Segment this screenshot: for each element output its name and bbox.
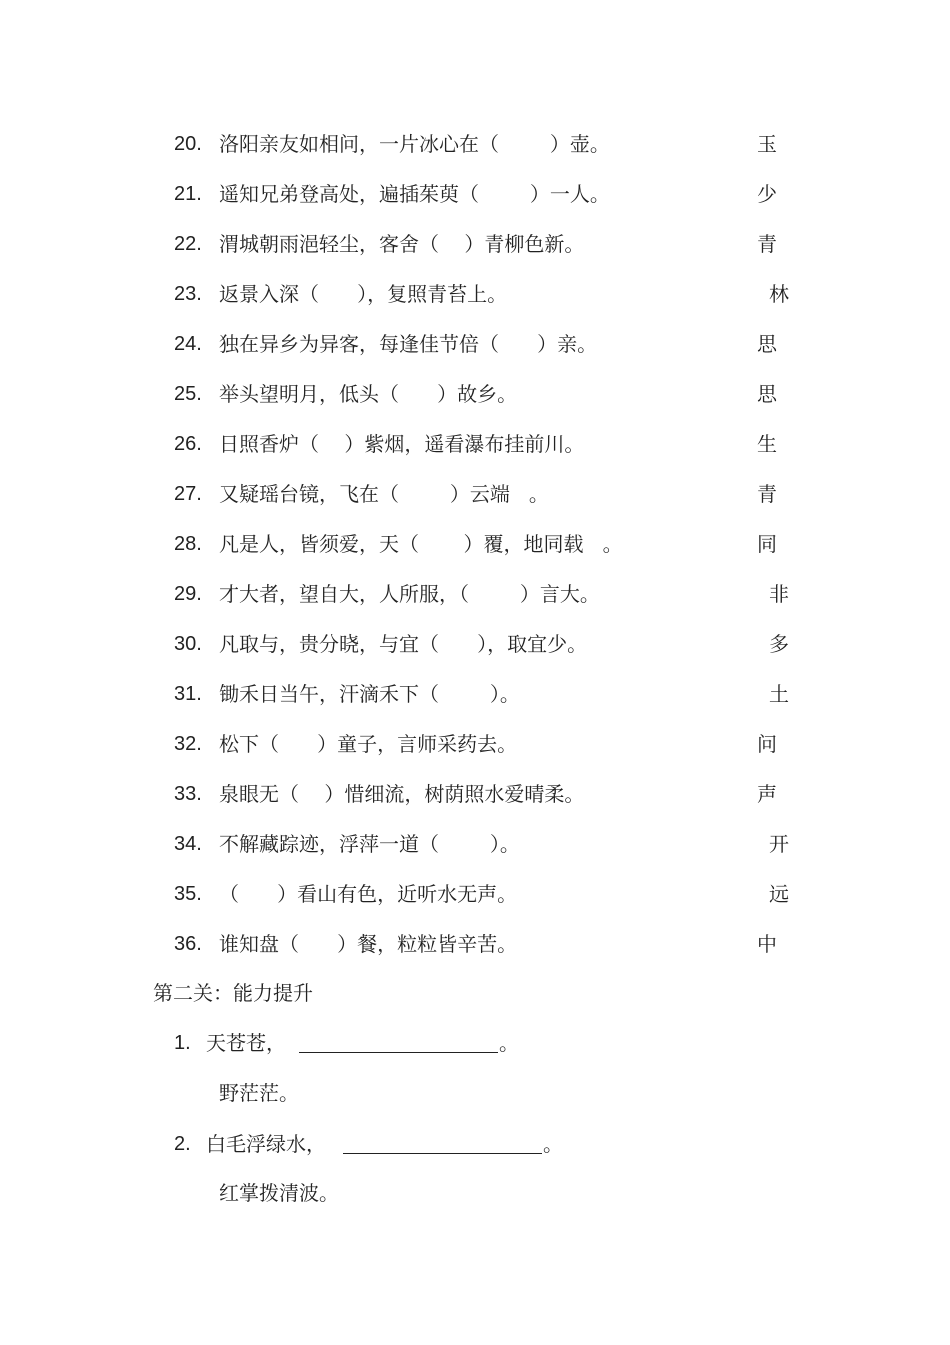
section-title: 第二关：能力提升 bbox=[153, 981, 313, 1005]
answer-char: 开 bbox=[769, 832, 789, 856]
question-row bbox=[0, 776, 950, 812]
exercise-number: 1. bbox=[174, 1032, 191, 1054]
exercise-period: 。 bbox=[543, 1132, 563, 1156]
question-number: 28. bbox=[174, 533, 202, 555]
exercise-period: 。 bbox=[499, 1031, 519, 1055]
question-text: 松下（ ）童子，言师采药去。 bbox=[219, 732, 518, 756]
question-text: 泉眼无（ ）惜细流，树荫照水爱晴柔。 bbox=[219, 782, 585, 806]
answer-blank[interactable] bbox=[299, 1052, 498, 1053]
question-text: 又疑瑶台镜，飞在（ ）云端 。 bbox=[219, 482, 549, 506]
question-text: 锄禾日当午，汗滴禾下（ ）。 bbox=[219, 682, 520, 706]
question-text: 才大者，望自大，人所服，（ ）言大。 bbox=[219, 582, 600, 606]
question-row bbox=[0, 376, 950, 412]
question-row bbox=[0, 926, 950, 962]
question-number: 32. bbox=[174, 733, 202, 755]
exercise-first-line: 白毛浮绿水， bbox=[206, 1132, 326, 1156]
answer-char: 非 bbox=[769, 582, 789, 606]
question-text: 不解藏踪迹，浮萍一道（ ）。 bbox=[219, 832, 520, 856]
question-row bbox=[0, 476, 950, 512]
question-number: 20. bbox=[174, 133, 202, 155]
exercise-second-line: 红掌拨清波。 bbox=[219, 1181, 339, 1205]
question-number: 30. bbox=[174, 633, 202, 655]
question-number: 25. bbox=[174, 383, 202, 405]
question-text: 日照香炉（ ）紫烟，遥看瀑布挂前川。 bbox=[219, 432, 585, 456]
question-row bbox=[0, 726, 950, 762]
question-text: 凡取与，贵分晓，与宜（ ），取宜少。 bbox=[219, 632, 588, 656]
exercise-second-line: 野茫茫。 bbox=[219, 1081, 299, 1105]
question-number: 26. bbox=[174, 433, 202, 455]
exercise-number: 2. bbox=[174, 1133, 191, 1155]
question-number: 22. bbox=[174, 233, 202, 255]
question-number: 24. bbox=[174, 333, 202, 355]
question-row bbox=[0, 876, 950, 912]
question-row bbox=[0, 276, 950, 312]
question-row bbox=[0, 826, 950, 862]
question-row bbox=[0, 676, 950, 712]
answer-char: 声 bbox=[757, 782, 777, 806]
question-number: 36. bbox=[174, 933, 202, 955]
answer-blank[interactable] bbox=[343, 1153, 542, 1154]
question-text: 举头望明月，低头（ ）故乡。 bbox=[219, 382, 518, 406]
answer-char: 少 bbox=[757, 182, 777, 206]
question-row bbox=[0, 126, 950, 162]
question-text: 谁知盘（ ）餐，粒粒皆辛苦。 bbox=[219, 932, 518, 956]
answer-char: 林 bbox=[769, 282, 789, 306]
question-row bbox=[0, 626, 950, 662]
answer-char: 中 bbox=[757, 932, 777, 956]
question-row bbox=[0, 226, 950, 262]
question-row bbox=[0, 576, 950, 612]
question-number: 29. bbox=[174, 583, 202, 605]
question-number: 35. bbox=[174, 883, 202, 905]
answer-char: 青 bbox=[757, 232, 777, 256]
question-text: 独在异乡为异客，每逢佳节倍（ ）亲。 bbox=[219, 332, 598, 356]
question-row bbox=[0, 326, 950, 362]
answer-char: 多 bbox=[769, 632, 789, 656]
exercise-first-line: 天苍苍， bbox=[206, 1031, 286, 1055]
question-number: 34. bbox=[174, 833, 202, 855]
question-text: 返景入深（ ），复照青苔上。 bbox=[219, 282, 508, 306]
answer-char: 思 bbox=[757, 382, 777, 406]
answer-char: 土 bbox=[769, 682, 789, 706]
answer-char: 青 bbox=[757, 482, 777, 506]
answer-char: 玉 bbox=[757, 132, 777, 156]
question-number: 23. bbox=[174, 283, 202, 305]
question-text: 洛阳亲友如相问，一片冰心在（ ）壶。 bbox=[219, 132, 610, 156]
answer-char: 问 bbox=[757, 732, 777, 756]
answer-char: 思 bbox=[757, 332, 777, 356]
question-number: 33. bbox=[174, 783, 202, 805]
question-number: 27. bbox=[174, 483, 202, 505]
answer-char: 生 bbox=[757, 432, 777, 456]
question-number: 31. bbox=[174, 683, 202, 705]
question-text: （ ）看山有色，近听水无声。 bbox=[219, 882, 518, 906]
question-text: 凡是人，皆须爱，天（ ）覆，地同载 。 bbox=[219, 532, 623, 556]
answer-char: 同 bbox=[757, 532, 777, 556]
question-text: 渭城朝雨浥轻尘，客舍（ ）青柳色新。 bbox=[219, 232, 585, 256]
question-row bbox=[0, 426, 950, 462]
question-row bbox=[0, 526, 950, 562]
question-number: 21. bbox=[174, 183, 202, 205]
answer-char: 远 bbox=[769, 882, 789, 906]
question-row bbox=[0, 176, 950, 212]
question-text: 遥知兄弟登高处，遍插茱萸（ ）一人。 bbox=[219, 182, 610, 206]
